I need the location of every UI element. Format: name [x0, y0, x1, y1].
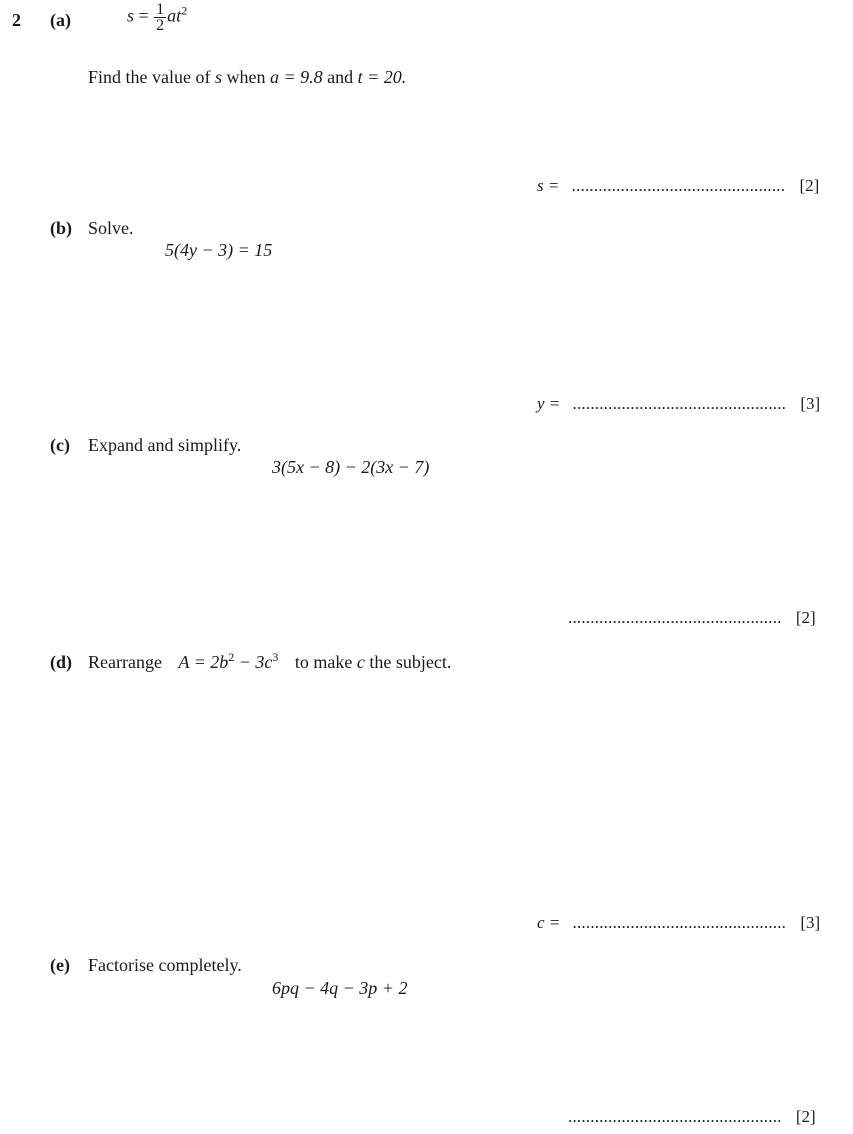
- instruction-when: when: [226, 67, 266, 87]
- marks: [2]: [795, 1107, 816, 1126]
- fraction-numerator: 1: [156, 1, 165, 18]
- part-b-instruction: Solve.: [88, 218, 134, 238]
- part-a-label: (a): [50, 10, 71, 30]
- formula-fraction: [154, 2, 166, 33]
- answer-var: s =: [537, 176, 560, 195]
- question-number: 2: [12, 10, 21, 30]
- part-b-label: (b): [50, 218, 72, 238]
- formula-part-2: − 3c: [234, 652, 273, 672]
- part-d-answer-line: [537, 913, 820, 933]
- instruction-and: and: [327, 67, 354, 87]
- formula-part-1: A = 2b: [178, 652, 229, 672]
- part-b-answer-line: [537, 394, 820, 414]
- part-a-answer-line: [537, 176, 819, 196]
- formula-exponent: 2: [181, 3, 188, 18]
- answer-dots[interactable]: ................................................: [572, 394, 787, 413]
- part-c-answer-line: [568, 608, 816, 628]
- part-c-label: (c): [50, 435, 70, 455]
- instruction-prefix: Find the value of: [88, 67, 211, 87]
- answer-var: c =: [537, 913, 561, 932]
- marks: [2]: [795, 608, 816, 627]
- part-e-expression: 6pq − 4q − 3p + 2: [272, 978, 408, 998]
- part-d-label: (d): [50, 652, 72, 672]
- part-d-instruction: [88, 652, 451, 673]
- instruction-var: s: [214, 67, 222, 87]
- answer-dots[interactable]: ................................................: [568, 1107, 782, 1126]
- marks: [3]: [800, 913, 821, 932]
- answer-dots[interactable]: ................................................: [572, 913, 787, 932]
- formula-exp-2: 3: [272, 650, 279, 664]
- part-c-expression: 3(5x − 8) − 2(3x − 7): [272, 457, 430, 477]
- formula-equals: =: [138, 5, 149, 26]
- fraction-denominator: 2: [156, 17, 165, 34]
- instruction-t-expr: t = 20.: [357, 67, 407, 87]
- instruction-a-expr: a = 9.8: [270, 67, 323, 87]
- part-c-instruction: Expand and simplify.: [88, 435, 242, 455]
- instruction-suffix-post: the subject.: [369, 652, 452, 672]
- answer-dots[interactable]: ................................................: [568, 608, 782, 627]
- instruction-prefix: Rearrange: [88, 652, 162, 672]
- answer-var: y =: [537, 394, 561, 413]
- part-e-answer-line: [568, 1107, 816, 1127]
- marks: [2]: [799, 176, 820, 195]
- part-e-instruction: Factorise completely.: [88, 955, 242, 975]
- marks: [3]: [800, 394, 821, 413]
- part-a-formula: [127, 2, 187, 33]
- part-b-equation: 5(4y − 3) = 15: [165, 240, 273, 260]
- part-e-label: (e): [50, 955, 70, 975]
- answer-dots[interactable]: ................................................: [571, 176, 786, 195]
- formula-exp-1: 2: [228, 650, 235, 664]
- instruction-suffix-pre: to make: [294, 652, 353, 672]
- formula-s: s: [127, 5, 135, 26]
- instruction-var: c: [356, 652, 365, 672]
- formula-at: at: [167, 5, 182, 26]
- part-a-instruction: [88, 67, 406, 88]
